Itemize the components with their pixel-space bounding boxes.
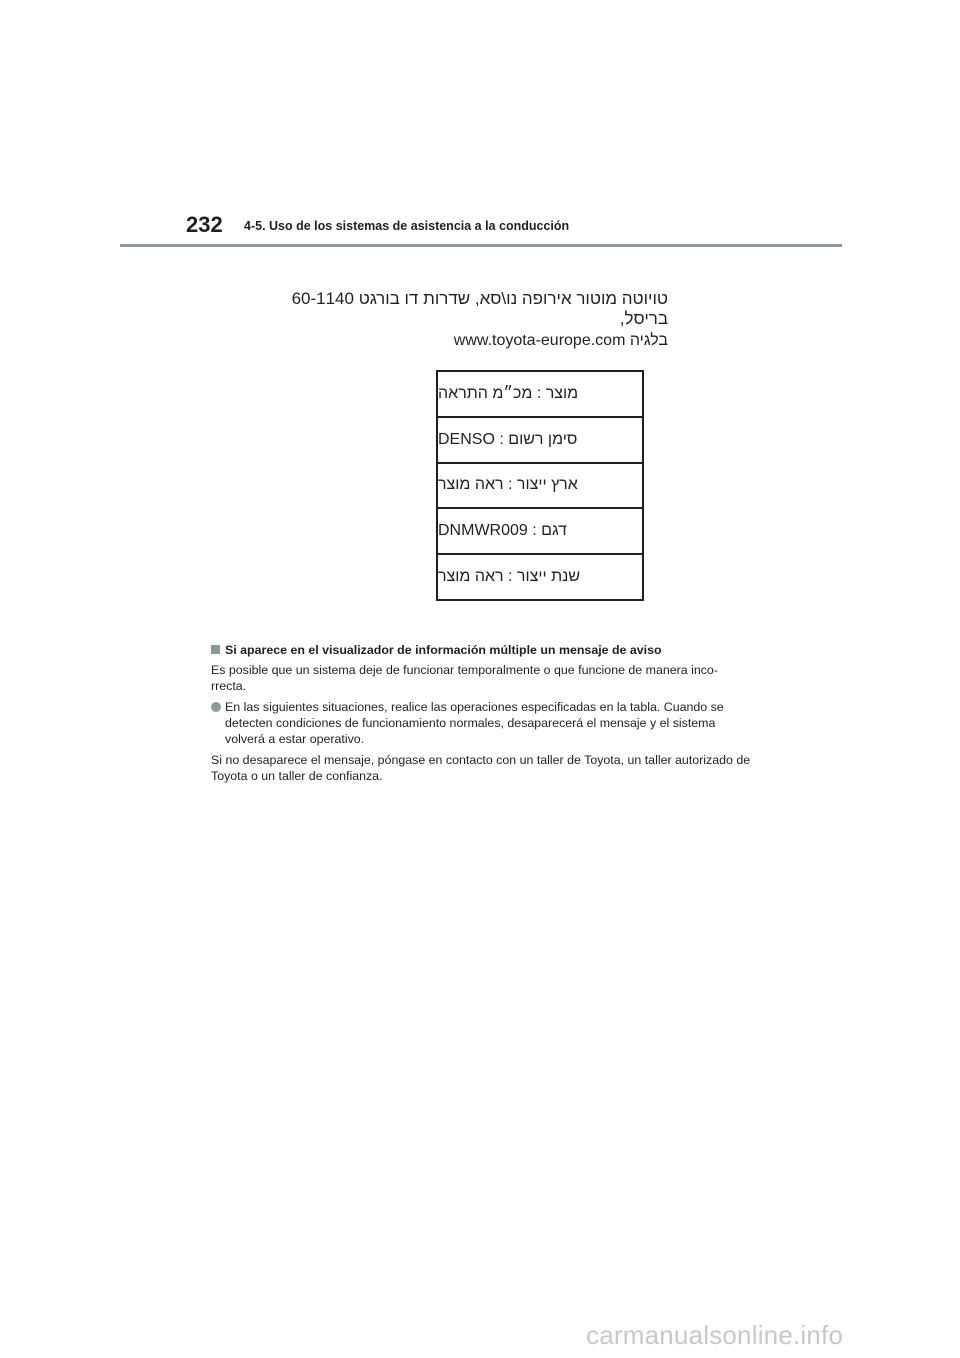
header-rule [120, 244, 842, 247]
round-bullet-icon [211, 702, 221, 712]
label-row [438, 555, 642, 599]
label-row-text: סימן רשום : DENSO [438, 430, 578, 448]
label-row [438, 418, 642, 464]
label-row-text: ארץ ייצור : ראה מוצר [438, 476, 578, 494]
body-content [211, 642, 751, 789]
paragraph-2: Si no desaparece el mensaje, póngase en contacto con un taller de Toyota, un taller autorizado de Toyota o un taller de confianza. [211, 753, 751, 783]
section-title: 4-5. Uso de los sistemas de asistencia a la conducción [244, 219, 570, 233]
label-row-text: מוצר : מכ״מ התראה [438, 384, 579, 402]
square-bullet-icon [211, 645, 220, 654]
label-row-text: דגם : DNMWR009 [438, 522, 567, 540]
warning-subheading [211, 642, 751, 658]
paragraph-1: Es posible que un sistema deje de funcionar temporalmente o que funcione de manera inco-rrecta. [211, 663, 718, 693]
hebrew-website-line: בלגיה www.toyota-europe.com [453, 332, 668, 349]
label-row [438, 372, 642, 418]
label-row [438, 509, 642, 555]
hebrew-address-line: טויוטה מוטור אירופה נו\סא, שדרות דו בורגט 60-1140 בריסל, [291, 289, 668, 328]
regulatory-label-table [436, 370, 644, 601]
watermark-text: carmanualsonline.info [586, 1320, 844, 1350]
bullet-text: En las siguientes situaciones, realice las operaciones especificadas en la tabla. Cuando se detecten condiciones de funcionamiento normales, desaparecerá el mensaje y el sistema volverá a estar operativo. [225, 700, 724, 746]
page-number: 232 [186, 212, 223, 237]
bullet-item [211, 699, 751, 747]
subheading-text: Si aparece en el visualizador de información múltiple un mensaje de aviso [225, 643, 662, 657]
label-row-text: שנת ייצור : ראה מוצר [438, 568, 581, 586]
label-row [438, 464, 642, 510]
